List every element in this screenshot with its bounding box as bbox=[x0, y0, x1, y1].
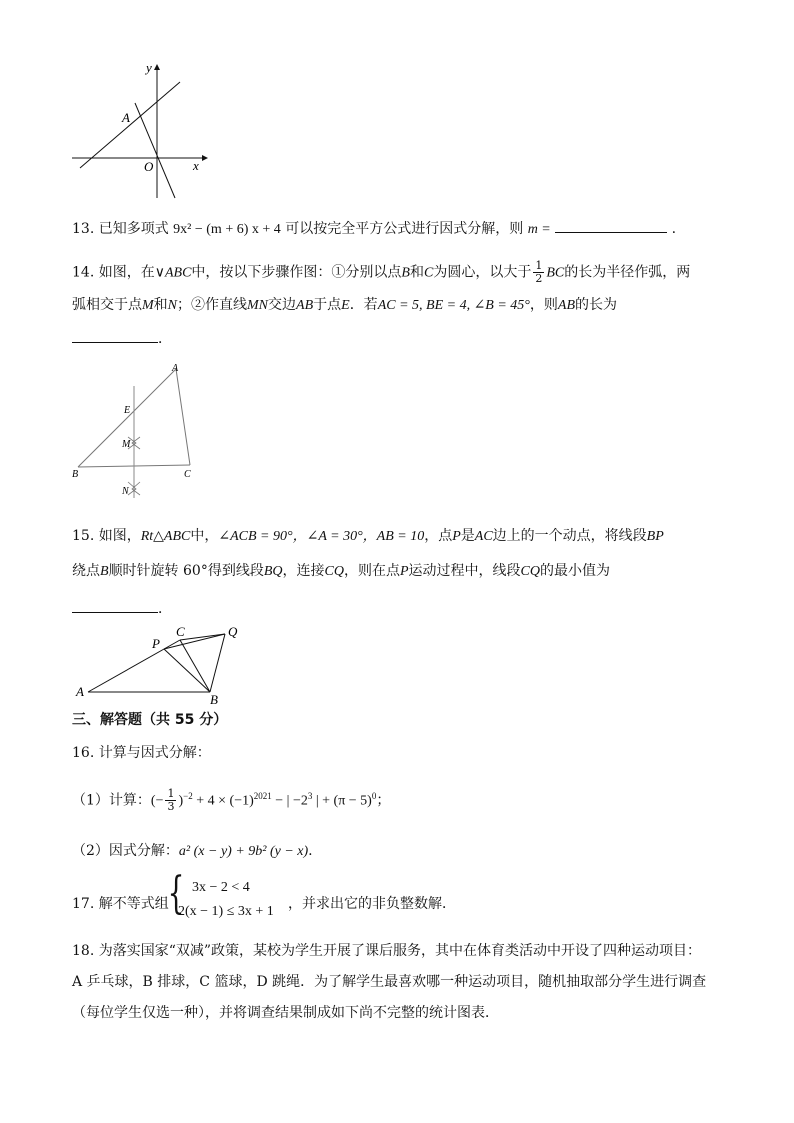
q14-text: ．若 bbox=[349, 297, 378, 313]
question-15-line1 bbox=[72, 526, 664, 547]
segment-qb bbox=[210, 634, 225, 692]
question-14-line1 bbox=[72, 260, 690, 285]
q14-answer-blank[interactable] bbox=[72, 328, 158, 343]
q14-point-c: C bbox=[423, 265, 434, 281]
q14-text: 和 bbox=[409, 264, 424, 281]
q14-text: 中，按以下步骤作图：①分别以点 bbox=[191, 264, 402, 281]
question-14-line3 bbox=[72, 328, 172, 349]
section-title: 三、解答题（共 55 分） bbox=[72, 712, 228, 728]
triangle-bisector-figure bbox=[66, 360, 206, 500]
line-decreasing bbox=[135, 103, 175, 198]
label-b: B bbox=[72, 469, 79, 480]
q14-point-n: N bbox=[167, 298, 178, 313]
q16-expr: − | −2 bbox=[271, 793, 308, 809]
q16-part2-label: （2）因式分解： bbox=[72, 843, 179, 859]
q15-bp: BP bbox=[646, 529, 664, 544]
q16-exponent: 0 bbox=[371, 791, 377, 801]
line-increasing bbox=[80, 82, 180, 168]
q17-label bbox=[72, 893, 169, 913]
q16-exponent: 3 bbox=[307, 791, 313, 801]
q16-frac-num: 1 bbox=[167, 787, 175, 801]
label-a: A bbox=[122, 110, 130, 125]
q15-point-b: B bbox=[100, 564, 109, 579]
q18-text: 为落实国家“双减”政策，某校为学生开展了课后服务，其中在体育类活动中开设了四种运动项目： bbox=[98, 943, 702, 959]
q16-title: 计算与因式分解： bbox=[98, 745, 211, 761]
q15-text: 如图， bbox=[98, 528, 141, 544]
q17-brace: { bbox=[167, 868, 185, 919]
q14-point-b: B bbox=[401, 265, 410, 281]
q15-rt-triangle: Rt△ABC bbox=[140, 529, 191, 544]
question-13 bbox=[72, 218, 676, 240]
q17-prefix: 解不等式组 bbox=[98, 896, 169, 912]
q14-text: 为圆心，以大于 bbox=[433, 264, 532, 281]
q15-ac: AC bbox=[474, 529, 493, 544]
q15-text: ，则在点 bbox=[343, 563, 400, 579]
q15-end: ． bbox=[158, 601, 172, 617]
q15-text: ，点 bbox=[424, 528, 453, 544]
q14-text: ，则 bbox=[529, 297, 558, 313]
q15-cq: CQ bbox=[324, 564, 344, 579]
segment-pb bbox=[164, 649, 210, 692]
q14-text: 于点 bbox=[313, 297, 342, 313]
q13-number: 13. bbox=[72, 221, 95, 237]
q13-suffix: 可以按完全平方公式进行因式分解，则 bbox=[285, 221, 524, 237]
label-m: M bbox=[122, 439, 131, 450]
label-y: y bbox=[146, 60, 152, 75]
q15-point-p: P bbox=[399, 564, 409, 579]
rotation-figure bbox=[70, 622, 250, 706]
q16-frac-den: 3 bbox=[167, 800, 175, 814]
y-axis-arrow bbox=[154, 64, 160, 70]
q17-number: 17. bbox=[72, 896, 95, 912]
q15-text: 中， bbox=[190, 528, 219, 544]
q15-answer-blank[interactable] bbox=[72, 598, 158, 613]
q14-mn: MN bbox=[247, 298, 269, 313]
question-16 bbox=[72, 743, 211, 763]
label-n: N bbox=[122, 486, 129, 497]
label-e: E bbox=[124, 405, 131, 416]
q17-inequality-2: 2(x − 1) ≤ 3x + 1 bbox=[178, 904, 274, 919]
label-c: C bbox=[176, 624, 185, 639]
coordinate-figure bbox=[70, 58, 210, 203]
question-15-line3 bbox=[72, 598, 172, 619]
q15-number: 15. bbox=[72, 528, 95, 544]
q15-point-p: P bbox=[452, 529, 461, 544]
q14-text: ；②作直线 bbox=[177, 297, 248, 313]
q14-end: ． bbox=[158, 331, 172, 347]
q15-text: ，连接 bbox=[282, 563, 325, 579]
q15-text: 是 bbox=[460, 528, 475, 544]
label-p: P bbox=[152, 636, 160, 651]
question-15-line2 bbox=[72, 561, 610, 582]
q14-point-m: M bbox=[142, 298, 154, 313]
q16-exponent: −2 bbox=[183, 791, 193, 801]
side-ac bbox=[176, 369, 190, 465]
q15-text: 顺时针旋转 60°得到线段 bbox=[108, 563, 264, 579]
q14-point-e: E bbox=[341, 298, 350, 313]
q17-suffix: ，并求出它的非负整数解． bbox=[288, 896, 456, 912]
segment-cb bbox=[180, 640, 210, 692]
label-q: Q bbox=[228, 624, 238, 639]
label-b: B bbox=[210, 692, 218, 706]
q14-ab: AB bbox=[296, 298, 314, 313]
q15-text: 的最小值为 bbox=[539, 563, 610, 579]
q14-triangle: ∨ABC bbox=[154, 265, 192, 281]
q16-expr: (− bbox=[150, 793, 164, 809]
q16-end: ； bbox=[376, 792, 391, 809]
label-o: O bbox=[144, 159, 154, 174]
label-a: A bbox=[172, 363, 179, 374]
q13-polynomial: 9x² − (m + 6) x + 4 bbox=[173, 222, 281, 237]
q15-text: 运动过程中，线段 bbox=[408, 563, 521, 579]
segment-pq bbox=[164, 634, 225, 649]
label-a: A bbox=[76, 684, 84, 699]
q14-number: 14. bbox=[72, 264, 95, 281]
q13-answer-blank[interactable] bbox=[555, 218, 667, 233]
q14-ab: AB bbox=[557, 298, 576, 313]
question-18-line3: （每位学生仅选一种），并将调查结果制成如下尚不完整的统计图表． bbox=[72, 1005, 499, 1021]
q14-text: 如图，在 bbox=[98, 264, 155, 281]
question-18-line1 bbox=[72, 941, 701, 961]
q14-text: 弧相交于点 bbox=[72, 297, 142, 313]
question-16-part2 bbox=[72, 841, 313, 862]
segment-ac bbox=[88, 640, 180, 692]
q16-end: . bbox=[308, 843, 313, 859]
question-16-part1 bbox=[72, 786, 390, 813]
q17-inequality-1: 3x − 2 < 4 bbox=[192, 880, 250, 895]
q14-bc: BC bbox=[546, 265, 565, 281]
question-18-line2: A 乒乓球，B 排球，C 篮球，D 跳绳．为了解学生最喜欢哪一种运动项目，随机抽取部分学生进行调查 bbox=[72, 974, 707, 990]
q16-expr: | + (π − 5) bbox=[312, 793, 372, 809]
side-ab bbox=[78, 369, 176, 467]
q16-expr: ) bbox=[178, 793, 184, 809]
label-c: C bbox=[184, 469, 191, 480]
q14-text: 的长为半径作弧，两 bbox=[564, 264, 691, 281]
q15-conditions: ∠ACB = 90°，∠A = 30°，AB = 10 bbox=[218, 529, 425, 544]
question-14-line2 bbox=[72, 295, 617, 316]
q16-expr: + 4 × (−1) bbox=[192, 793, 254, 809]
q15-text: 边上的一个动点，将线段 bbox=[492, 528, 647, 544]
q16-part2-expr: a² (x − y) + 9b² (y − x) bbox=[178, 844, 309, 859]
q14-text: 和 bbox=[153, 297, 168, 313]
q16-part1-label: （1）计算： bbox=[72, 792, 151, 809]
q15-bq: BQ bbox=[263, 564, 283, 579]
label-x: x bbox=[193, 158, 199, 173]
q14-fraction bbox=[533, 260, 544, 285]
q13-end: . bbox=[671, 221, 677, 237]
q16-fraction bbox=[165, 788, 176, 813]
q14-text: 的长为 bbox=[575, 297, 618, 313]
q18-number: 18. bbox=[72, 943, 95, 959]
q14-conditions: AC = 5, BE = 4, ∠B = 45° bbox=[377, 298, 530, 313]
q13-prefix: 已知多项式 bbox=[98, 221, 169, 237]
q14-text: 交边 bbox=[268, 297, 297, 313]
x-axis-arrow bbox=[202, 155, 208, 161]
q14-frac-den: 2 bbox=[535, 272, 543, 285]
q15-text: 绕点 bbox=[72, 563, 100, 579]
q14-frac-num: 1 bbox=[535, 259, 543, 272]
q15-cq: CQ bbox=[520, 564, 540, 579]
q16-number: 16. bbox=[72, 745, 95, 761]
q13-answer-var: m = bbox=[527, 222, 551, 237]
q16-exponent: 2021 bbox=[253, 791, 272, 801]
